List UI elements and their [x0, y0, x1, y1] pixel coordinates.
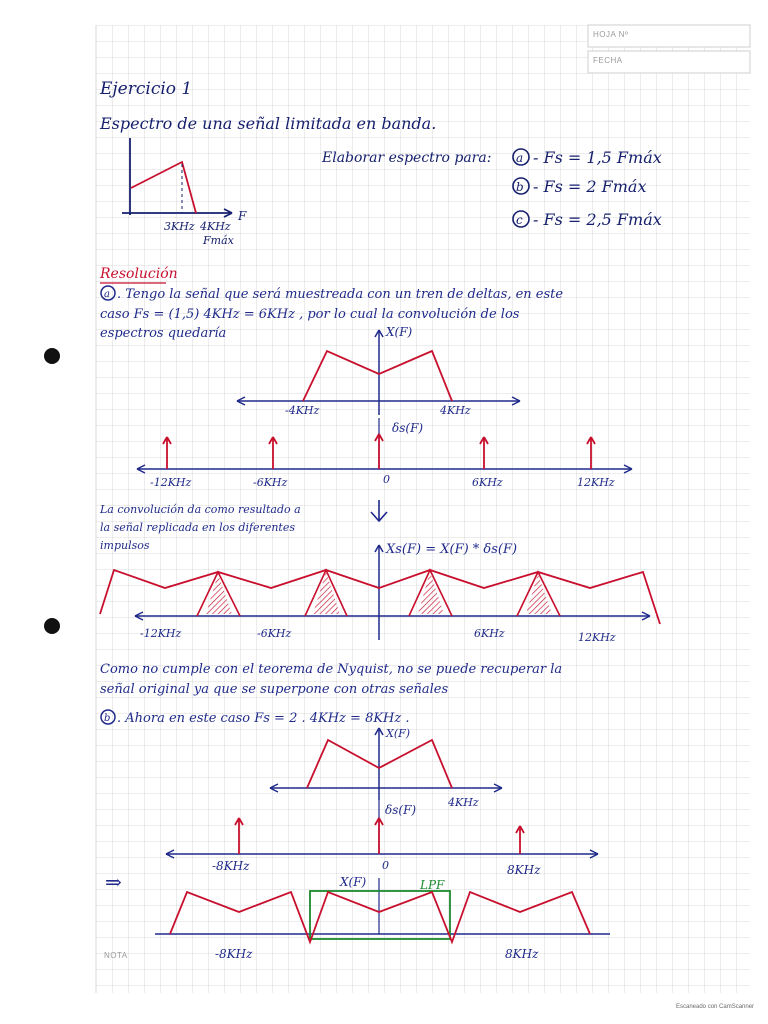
part-b-bullet: b — [104, 713, 111, 724]
part-a-line3: espectros quedaría — [100, 326, 227, 341]
delta-label-b: δs(F) — [385, 803, 417, 817]
delta-tick-pos6: 6KHz — [472, 476, 503, 489]
xs-tick-pos12: 12KHz — [578, 631, 616, 644]
xf-tick-b-pos4: 4KHz — [448, 796, 479, 809]
delta-tick-neg12: -12KHz — [150, 476, 192, 489]
conclusion-line1: Como no cumple con el teorema de Nyquist, no se puede recuperar la — [100, 662, 563, 677]
xs-label: Xs(F) = X(F) * δs(F) — [386, 542, 518, 557]
option-a-text: - Fs = 1,5 Fmáx — [533, 148, 662, 167]
sketch-tick-fmax: Fmáx — [203, 234, 234, 247]
delta-b-tick-0: 0 — [382, 859, 389, 872]
conv-note-line2: la señal replicada en los diferentes — [100, 521, 295, 534]
implies-arrow-icon: ⇒ — [105, 870, 122, 894]
elaborar-text: Elaborar espectro para: — [322, 150, 492, 166]
delta-b-tick-pos8: 8KHz — [507, 863, 541, 877]
lpf-label: LPF — [420, 878, 445, 892]
xf-tick-pos4: 4KHz — [440, 404, 471, 417]
xf-tick-neg4: -4KHz — [285, 404, 320, 417]
delta-tick-neg6: -6KHz — [253, 476, 288, 489]
part-a-bullet: a — [104, 289, 110, 300]
xs-tick-pos6: 6KHz — [474, 627, 505, 640]
delta-tick-0: 0 — [383, 473, 390, 486]
option-b-bullet: b — [516, 180, 524, 194]
binder-hole-icon — [44, 348, 60, 364]
binder-hole-icon — [44, 618, 60, 634]
nota-label: NOTA — [104, 951, 128, 960]
conv-note-line1: La convolución da como resultado a — [100, 503, 301, 516]
xf-label-b: X(F) — [386, 727, 411, 740]
sketch-tick-3khz: 3KHz — [164, 220, 195, 233]
xf-box-label: X(F) — [340, 875, 367, 889]
result-tick-neg8: -8KHz — [215, 947, 253, 961]
part-a-line1: . Tengo la señal que será muestreada con un tren de deltas, en este — [117, 287, 564, 302]
delta-tick-pos12: 12KHz — [577, 476, 615, 489]
hoja-label: HOJA Nº — [593, 30, 629, 39]
options-list — [513, 148, 662, 229]
result-tick-pos8: 8KHz — [505, 947, 539, 961]
xf-label-a: X(F) — [386, 325, 413, 339]
conv-note-line3: impulsos — [100, 539, 150, 552]
part-b-line1: . Ahora en este caso Fs = 2 . 4KHz = 8KHz . — [117, 711, 410, 726]
option-b-text: - Fs = 2 Fmáx — [533, 177, 647, 196]
delta-b-tick-neg8: -8KHz — [212, 859, 250, 873]
xs-tick-neg12: -12KHz — [140, 627, 182, 640]
option-a-bullet: a — [516, 151, 524, 165]
scanner-credit: Escaneado con CamScanner — [676, 1004, 755, 1010]
exercise-statement: Espectro de una señal limitada en banda. — [100, 114, 437, 133]
fecha-label: FECHA — [593, 56, 623, 65]
option-c-text: - Fs = 2,5 Fmáx — [533, 210, 662, 229]
sketch-tick-4khz: 4KHz — [200, 220, 231, 233]
part-a-line2: caso Fs = (1,5) 4KHz = 6KHz , por lo cual la convolución de los — [100, 307, 520, 322]
sketch-axis-f: F — [238, 209, 247, 223]
option-c-bullet: c — [516, 213, 523, 227]
delta-label-a: δs(F) — [392, 421, 424, 435]
xs-tick-neg6: -6KHz — [257, 627, 292, 640]
resolucion-heading: Resolución — [100, 266, 178, 282]
exercise-title: Ejercicio 1 — [100, 79, 193, 99]
conclusion-line2: señal original ya que se superpone con otras señales — [100, 682, 449, 697]
